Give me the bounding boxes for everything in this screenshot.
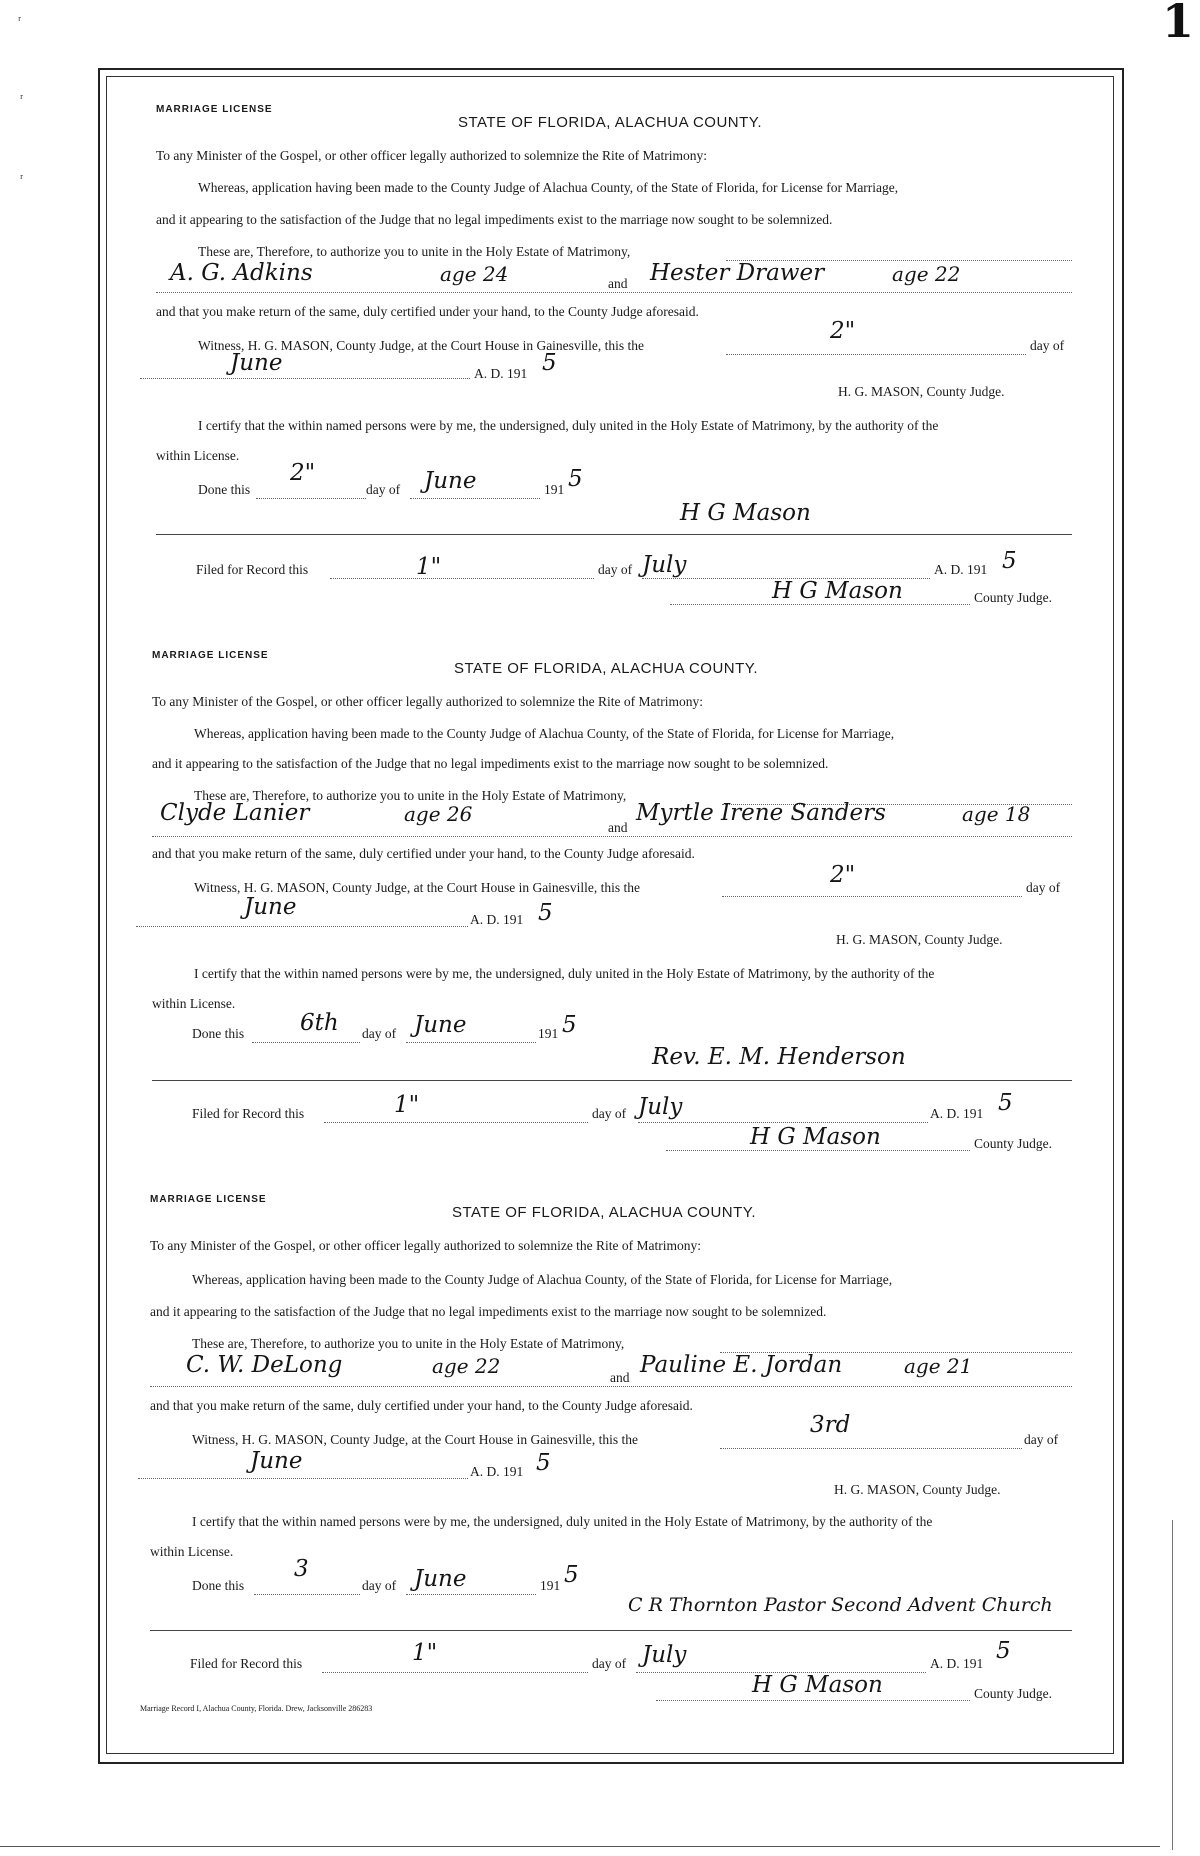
fill-line [666,1150,970,1151]
these-are-text: These are, Therefore, to authorize you to unite in the Holy Estate of Matrimony, [198,244,631,259]
groom-age: age 22 [432,1354,501,1378]
fill-line [256,498,366,499]
filed-day: 1" [412,1640,438,1666]
fill-line [720,1448,1022,1449]
bride-name: Myrtle Irene Sanders [636,800,886,826]
witness-month: June [230,350,283,376]
groom-name: Clyde Lanier [160,800,310,826]
whereas-text-cont: and it appearing to the satisfaction of the Judge that no legal impediments exist to the marriage now sought to be solemnized. [156,212,833,227]
fill-line [324,1122,588,1123]
bride-age: age 22 [892,262,961,286]
filed-day-of-text: day of [592,1656,627,1671]
groom-age: age 26 [404,802,473,826]
filed-month: July [642,1642,687,1668]
certify-text-cont: within License. [152,996,236,1011]
return-text: and that you make return of the same, duly certified under your hand, to the County Judge aforesaid. [152,846,695,861]
filed-day: 1" [416,554,442,580]
done-year-prefix: 191 [538,1026,559,1041]
fill-line [656,1700,970,1701]
section-rule [150,1630,1072,1631]
fill-line [138,1478,468,1479]
license-2 [140,650,1080,1190]
witness-day: 3rd [810,1412,851,1438]
address-text: To any Minister of the Gospel, or other officer legally authorized to solemnize the Rite of Matrimony: [156,148,708,163]
judge-text: H. G. MASON, County Judge. [838,384,1005,399]
done-month: June [414,1012,467,1038]
whereas-text: Whereas, application having been made to the County Judge of Alachua County, of the State of Florida, for License for Marriage, [198,180,899,195]
these-are-text: These are, Therefore, to authorize you to unite in the Holy Estate of Matrimony, [194,788,627,803]
done-year: 5 [562,1012,577,1038]
bride-age: age 21 [904,1354,973,1378]
done-year-prefix: 191 [540,1578,561,1593]
filed-text: Filed for Record this [196,562,309,577]
witness-text: Witness, H. G. MASON, County Judge, at the Court House in Gainesville, this the [192,1432,639,1447]
whereas-text: Whereas, application having been made to the County Judge of Alachua County, of the State of Florida, for License for Marriage, [192,1272,893,1287]
license-label: MARRIAGE LICENSE [156,104,273,115]
done-month: June [414,1566,467,1592]
day-of-text: day of [1030,338,1065,353]
done-year-prefix: 191 [544,482,565,497]
fill-line [406,1042,536,1043]
groom-name: A. G. Adkins [170,260,313,286]
certify-text-cont: within License. [156,448,240,463]
fill-line [156,292,1072,293]
filed-ad-text: A. D. 191 [930,1106,984,1121]
bride-name: Pauline E. Jordan [640,1352,843,1378]
certify-text: I certify that the within named persons were by me, the undersigned, duly united in the Holy Estate of Matrimony, by the authority of the [198,418,939,433]
filed-year: 5 [998,1090,1013,1116]
ad-text: A. D. 191 [474,366,528,381]
license-title: STATE OF FLORIDA, ALACHUA COUNTY. [451,1204,757,1221]
filed-month: July [638,1094,683,1120]
license-1 [140,104,1080,644]
these-are-text: These are, Therefore, to authorize you to unite in the Holy Estate of Matrimony, [192,1336,625,1351]
return-text: and that you make return of the same, duly certified under your hand, to the County Judge aforesaid. [156,304,699,319]
officiant-signature: C R Thornton Pastor Second Advent Church [628,1594,1053,1616]
certify-text-cont: within License. [150,1544,234,1559]
bride-name: Hester Drawer [650,260,825,286]
done-day-of-text: day of [366,482,401,497]
margin-mark: ʳ [20,172,24,187]
ad-text: A. D. 191 [470,912,524,927]
bride-age: age 18 [962,802,1031,826]
done-day-of-text: day of [362,1578,397,1593]
margin-mark: ʳ [18,14,22,29]
scan-edge [0,1846,1160,1847]
done-this-text: Done this [198,482,251,497]
fill-line [410,498,540,499]
address-text: To any Minister of the Gospel, or other officer legally authorized to solemnize the Rite of Matrimony: [150,1238,702,1253]
day-of-text: day of [1024,1432,1059,1447]
county-judge-text: County Judge. [974,590,1053,605]
filed-day-of-text: day of [598,562,633,577]
fill-line [722,896,1022,897]
license-title: STATE OF FLORIDA, ALACHUA COUNTY. [457,114,763,131]
groom-name: C. W. DeLong [186,1352,343,1378]
section-rule [152,1080,1072,1081]
page-number: 1 [1161,0,1194,48]
judge-text: H. G. MASON, County Judge. [836,932,1003,947]
county-judge-text: County Judge. [974,1686,1053,1701]
and-text: and [608,276,628,291]
address-text: To any Minister of the Gospel, or other officer legally authorized to solemnize the Rite of Matrimony: [152,694,704,709]
officiant-signature: Rev. E. M. Henderson [652,1044,906,1070]
done-this-text: Done this [192,1578,245,1593]
section-rule [156,534,1072,535]
done-day: 6th [300,1010,339,1036]
fill-line [136,926,468,927]
filed-year: 5 [1002,548,1017,574]
fill-line [638,1122,928,1123]
fill-line [252,1042,360,1043]
filed-year: 5 [996,1638,1011,1664]
filed-ad-text: A. D. 191 [930,1656,984,1671]
ad-text: A. D. 191 [470,1464,524,1479]
license-label: MARRIAGE LICENSE [152,650,269,661]
filed-day-of-text: day of [592,1106,627,1121]
witness-day: 2" [830,862,856,888]
and-text: and [610,1370,630,1385]
filed-ad-text: A. D. 191 [934,562,988,577]
done-year: 5 [564,1562,579,1588]
filed-text: Filed for Record this [190,1656,303,1671]
scan-edge [1172,1520,1173,1850]
witness-year: 5 [536,1450,551,1476]
witness-year: 5 [538,900,553,926]
whereas-text-cont: and it appearing to the satisfaction of the Judge that no legal impediments exist to the marriage now sought to be solemnized. [152,756,829,771]
judge-signature: H G Mason [752,1672,883,1698]
done-this-text: Done this [192,1026,245,1041]
return-text: and that you make return of the same, duly certified under your hand, to the County Judge aforesaid. [150,1398,693,1413]
done-month: June [424,468,477,494]
certify-text: I certify that the within named persons were by me, the undersigned, duly united in the Holy Estate of Matrimony, by the authority of the [192,1514,933,1529]
fill-line [406,1594,536,1595]
fill-line [140,378,470,379]
county-judge-text: County Judge. [974,1136,1053,1151]
license-title: STATE OF FLORIDA, ALACHUA COUNTY. [453,660,759,677]
officiant-signature: H G Mason [680,500,811,526]
witness-day: 2" [830,318,856,344]
filed-day: 1" [394,1092,420,1118]
fill-line [670,604,970,605]
filed-month: July [642,552,687,578]
witness-year: 5 [542,350,557,376]
margin-mark: ʳ [20,92,24,107]
whereas-text: Whereas, application having been made to the County Judge of Alachua County, of the State of Florida, for License for Marriage, [194,726,895,741]
judge-signature: H G Mason [772,578,903,604]
witness-text: Witness, H. G. MASON, County Judge, at the Court House in Gainesville, this the [194,880,641,895]
certify-text: I certify that the within named persons were by me, the undersigned, duly united in the Holy Estate of Matrimony, by the authority of the [194,966,935,981]
witness-month: June [250,1448,303,1474]
witness-text: Witness, H. G. MASON, County Judge, at the Court House in Gainesville, this the [198,338,645,353]
done-day: 3 [294,1556,309,1582]
fill-line [330,578,594,579]
witness-month: June [244,894,297,920]
day-of-text: day of [1026,880,1061,895]
fill-line [254,1594,360,1595]
done-year: 5 [568,466,583,492]
judge-signature: H G Mason [750,1124,881,1150]
done-day-of-text: day of [362,1026,397,1041]
fill-line [322,1672,588,1673]
and-text: and [608,820,628,835]
footer-note: Marriage Record I, Alachua County, Florida. Drew, Jacksonville 286283 [140,1704,373,1713]
filed-text: Filed for Record this [192,1106,305,1121]
done-day: 2" [290,460,316,486]
whereas-text-cont: and it appearing to the satisfaction of the Judge that no legal impediments exist to the marriage now sought to be solemnized. [150,1304,827,1319]
license-3 [140,1194,1080,1734]
fill-line [726,354,1026,355]
fill-line [152,836,1072,837]
groom-age: age 24 [440,262,509,286]
fill-line [150,1386,1072,1387]
judge-text: H. G. MASON, County Judge. [834,1482,1001,1497]
license-label: MARRIAGE LICENSE [150,1194,267,1205]
